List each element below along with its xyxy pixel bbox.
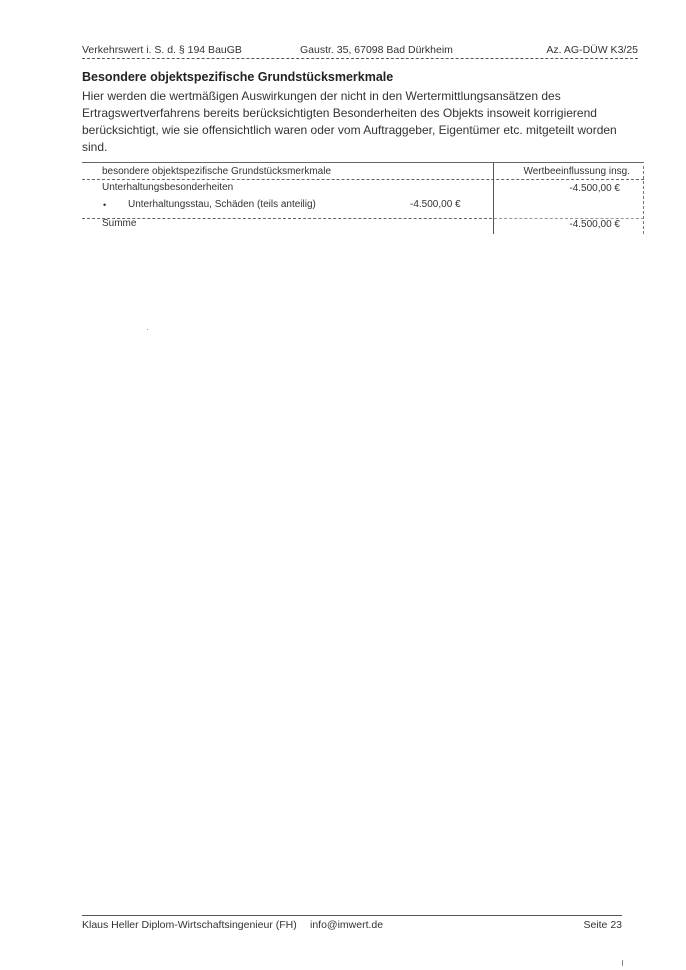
sum-value: -4.500,00 € [569,219,620,230]
table-right-border [643,166,644,234]
group-value: -4.500,00 € [569,183,620,194]
section-title: Besondere objektspezifische Grundstücksmerkmale [82,70,394,84]
group-label: Unterhaltungsbesonderheiten [102,182,234,193]
item-value: -4.500,00 € [410,199,461,210]
table-column-divider [493,162,494,234]
item-label: Unterhaltungsstau, Schäden (teils anteilig) [128,199,316,210]
footer-email: info@imwert.de [310,919,384,931]
scan-mark [622,960,623,966]
table-header-value-impact: Wertbeeinflussung insg. [523,166,630,177]
table-header-characteristics: besondere objektspezifische Grundstücksmerkmale [102,166,331,177]
bullet-icon: • [103,200,107,210]
table-header-rule [82,179,644,180]
sum-label: Summe [102,218,137,229]
header-title: Verkehrswert i. S. d. § 194 BauGB [82,44,242,56]
footer-author: Klaus Heller Diplom-Wirtschaftsingenieur (FH) [82,919,297,931]
page-header [82,42,638,59]
page-footer [82,915,622,932]
characteristics-table [82,162,644,234]
scan-speck [147,329,148,330]
section-intro: Hier werden die wertmäßigen Auswirkungen der nicht in den Wertermittlungsansätzen des Ertragswertverfahrens bereits berücksichtigten Besonderheiten des Objekts insoweit korrigierend berücksichtigt, wie sie offensichtlich waren oder vom Auftraggeber, Eigentümer etc. mitgeteilt worden sind. [82,89,617,154]
table-sum-rule [82,218,492,219]
header-address: Gaustr. 35, 67098 Bad Dürkheim [300,44,453,56]
header-reference: Az. AG-DÜW K3/25 [546,44,638,56]
footer-page-number: Seite 23 [583,919,622,931]
table-top-rule [82,162,644,163]
